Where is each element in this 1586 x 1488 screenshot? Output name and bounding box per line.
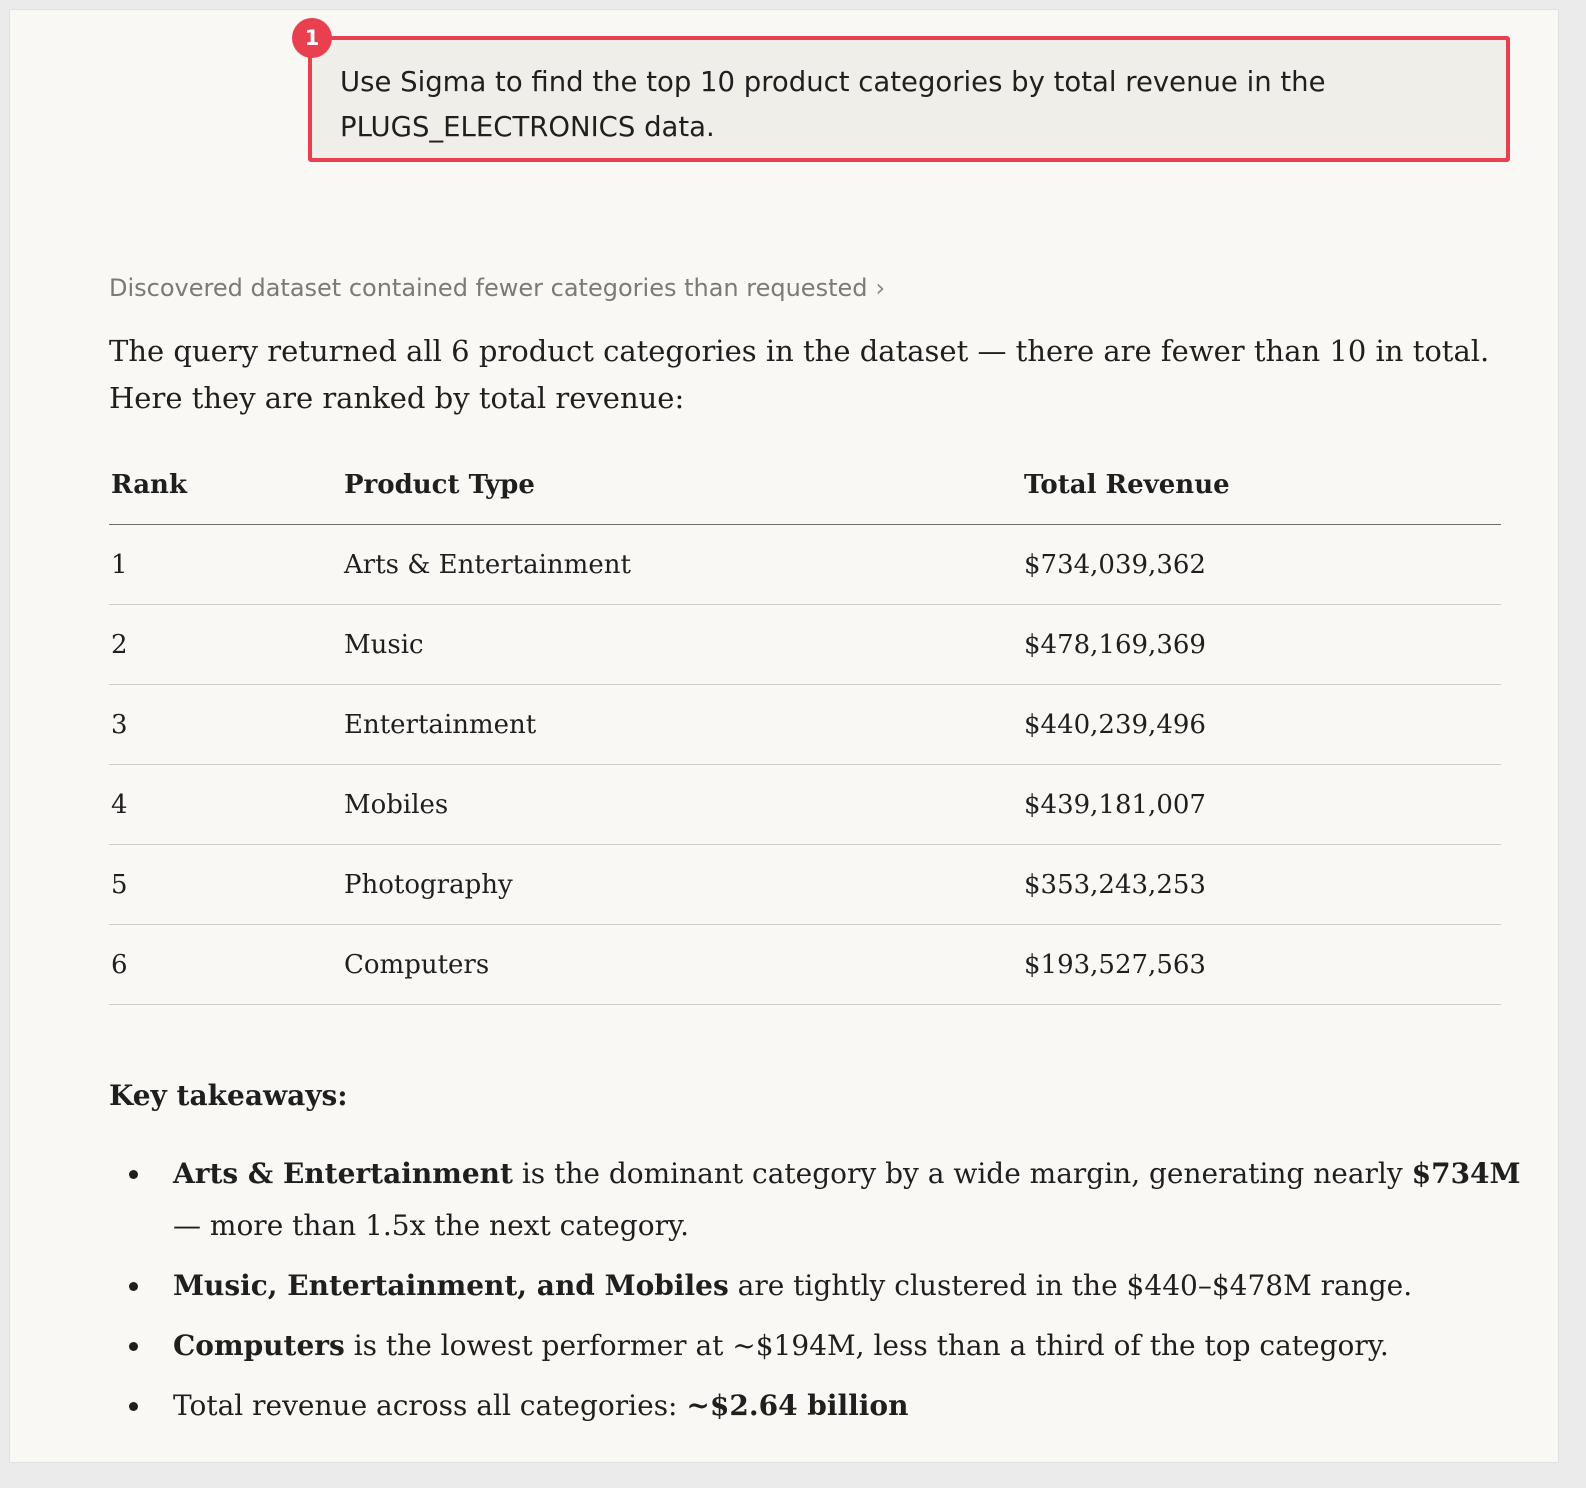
table-row [109, 925, 1501, 1005]
cell-rank: 1 [109, 525, 342, 605]
cell-product-type: Entertainment [342, 685, 1022, 765]
table-row [109, 765, 1501, 845]
user-prompt-highlight [308, 36, 1510, 162]
header-rank: Rank [109, 446, 342, 525]
thinking-summary-label: Discovered dataset contained fewer categories than requested [109, 274, 868, 302]
bullet-icon [129, 1282, 138, 1291]
cell-product-type: Mobiles [342, 765, 1022, 845]
cell-rank: 3 [109, 685, 342, 765]
header-total-revenue: Total Revenue [1022, 446, 1501, 525]
table-row [109, 525, 1501, 605]
cell-product-type: Photography [342, 845, 1022, 925]
cell-total-revenue: $440,239,496 [1022, 685, 1501, 765]
takeaway-bold: Music, Entertainment, and Mobiles [173, 1269, 729, 1302]
thinking-summary-toggle[interactable] [109, 272, 885, 304]
cell-rank: 5 [109, 845, 342, 925]
list-item [109, 1260, 1529, 1312]
takeaway-text: is the dominant category by a wide margin, generating nearly [512, 1157, 1412, 1190]
revenue-table [109, 446, 1501, 1005]
bullet-icon [129, 1342, 138, 1351]
chat-frame [10, 10, 1558, 1462]
cell-total-revenue: $478,169,369 [1022, 605, 1501, 685]
table-row [109, 685, 1501, 765]
cell-total-revenue: $439,181,007 [1022, 765, 1501, 845]
takeaway-text: Total revenue across all categories: [173, 1389, 687, 1422]
takeaway-bold: Computers [173, 1329, 345, 1362]
cell-total-revenue: $193,527,563 [1022, 925, 1501, 1005]
cell-rank: 4 [109, 765, 342, 845]
table-row [109, 845, 1501, 925]
step-badge: 1 [292, 18, 332, 58]
takeaway-text-tail: — more than 1.5x the next category. [173, 1209, 689, 1242]
takeaway-text: is the lowest performer at ~$194M, less than a third of the top category. [344, 1329, 1389, 1362]
table-header-row [109, 446, 1501, 525]
user-prompt-text: Use Sigma to find the top 10 product categories by total revenue in the PLUGS_ELECTRONICS data. [340, 66, 1326, 143]
cell-total-revenue: $353,243,253 [1022, 845, 1501, 925]
cell-product-type: Music [342, 605, 1022, 685]
list-item [109, 1380, 1529, 1432]
response-intro: The query returned all 6 product categories in the dataset — there are fewer than 10 in total. Here they are ranked by total revenue: [109, 334, 1490, 415]
bullet-icon [129, 1402, 138, 1411]
cell-product-type: Computers [342, 925, 1022, 1005]
cell-product-type: Arts & Entertainment [342, 525, 1022, 605]
table-row [109, 605, 1501, 685]
takeaway-bold-value: $734M [1411, 1157, 1521, 1190]
takeaway-bold: Arts & Entertainment [173, 1157, 513, 1190]
list-item [109, 1148, 1529, 1252]
takeaway-text: are tightly clustered in the $440–$478M range. [728, 1269, 1413, 1302]
bullet-icon [129, 1170, 138, 1179]
takeaways-heading: Key takeaways: [109, 1079, 348, 1112]
list-item [109, 1320, 1529, 1372]
header-product-type: Product Type [342, 446, 1022, 525]
takeaway-bold-value: ~$2.64 billion [686, 1389, 909, 1422]
cell-rank: 6 [109, 925, 342, 1005]
cell-total-revenue: $734,039,362 [1022, 525, 1501, 605]
chevron-right-icon: › [875, 274, 886, 302]
takeaways-list [109, 1148, 1529, 1440]
cell-rank: 2 [109, 605, 342, 685]
